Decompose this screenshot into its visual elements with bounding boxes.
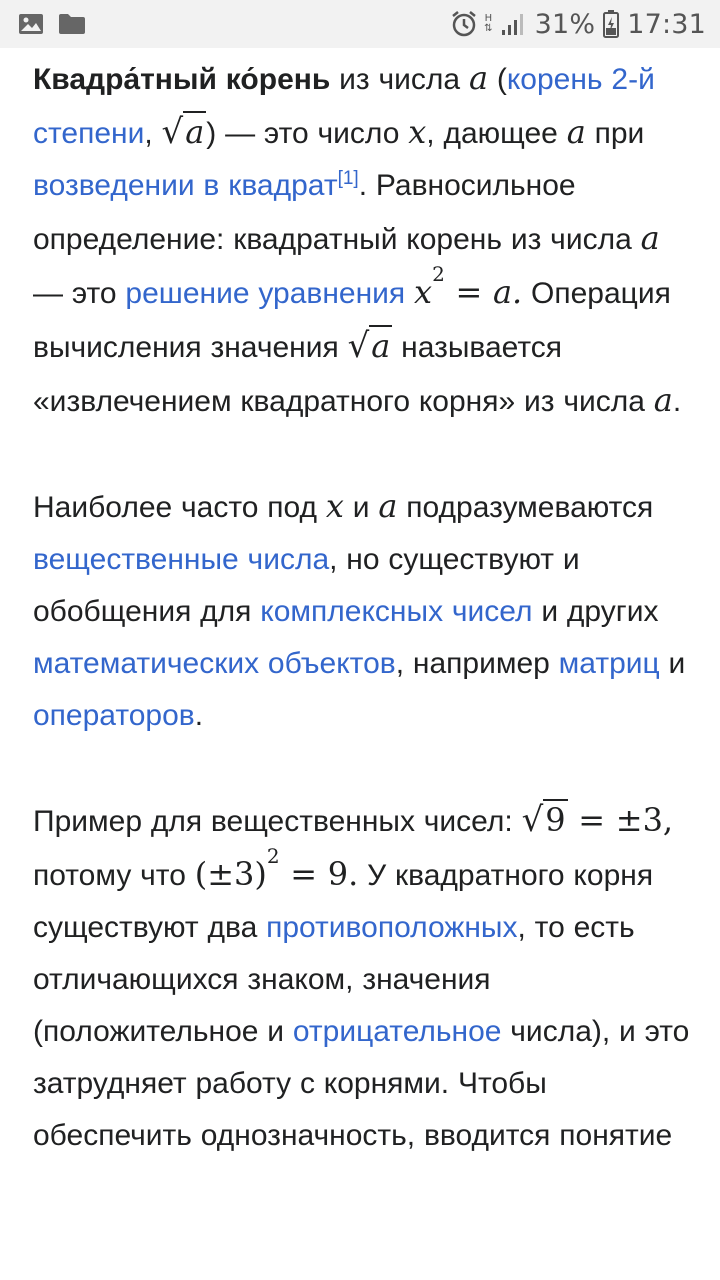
math-var-a: a bbox=[653, 381, 673, 419]
text: ) — это число bbox=[206, 117, 409, 150]
text: и bbox=[343, 491, 379, 524]
battery-percent: 31% bbox=[534, 8, 596, 40]
text: и других bbox=[532, 595, 659, 628]
link-matrices[interactable]: матриц bbox=[558, 647, 660, 680]
text: и bbox=[659, 647, 686, 680]
paragraph-definition bbox=[33, 52, 693, 428]
link-equation-solution[interactable]: решение уравнения bbox=[125, 277, 406, 310]
text: подразумеваются bbox=[397, 491, 654, 524]
link-root-2nd-degree[interactable]: корень 2-й степени bbox=[33, 63, 655, 150]
status-bar-left bbox=[18, 13, 100, 35]
text: . bbox=[672, 385, 682, 418]
math-sqrt-9: √9 bbox=[521, 800, 566, 840]
text: . bbox=[194, 699, 204, 732]
text: Пример для вещественных чисел: bbox=[33, 805, 522, 838]
text: числа), и это затрудняет работу с корнями. Чтобы обеспечить однозначность, вводится понятие bbox=[33, 1015, 690, 1152]
text: — это bbox=[33, 277, 126, 310]
text: . Равносильное определение: квадратный корень из числа bbox=[33, 169, 641, 256]
math-sqrt-a: √a bbox=[161, 112, 205, 152]
text: Операция вычисления значения bbox=[33, 277, 671, 364]
text: , но существуют и обобщения для bbox=[33, 543, 580, 628]
text: из числа bbox=[330, 63, 469, 96]
paragraph-example bbox=[33, 794, 693, 1162]
math-var-a: a bbox=[566, 113, 586, 151]
math-var-x: x bbox=[408, 113, 427, 151]
link-real-numbers[interactable]: вещественные числа bbox=[33, 543, 330, 576]
link-operators[interactable]: операторов bbox=[33, 699, 195, 732]
image-icon bbox=[18, 13, 44, 35]
reference-link[interactable]: [1] bbox=[337, 168, 359, 189]
text: Наиболее часто под bbox=[33, 491, 326, 524]
article-content bbox=[33, 52, 693, 1214]
folder-icon bbox=[58, 13, 86, 35]
math-sqrt-a: √a bbox=[347, 326, 391, 366]
text: , например bbox=[395, 647, 559, 680]
link-math-objects[interactable]: математических объектов bbox=[33, 647, 396, 680]
battery-icon bbox=[603, 10, 619, 38]
math-var-a: a bbox=[378, 487, 398, 525]
math-equation-square: $(\pm 3)^2 = 9$. bbox=[194, 844, 359, 893]
paragraph-generalizations bbox=[33, 480, 693, 742]
math-var-a: a bbox=[468, 59, 489, 97]
text: потому что bbox=[33, 859, 195, 892]
link-squaring[interactable]: возведении в квадрат bbox=[33, 169, 338, 202]
status-bar-right bbox=[442, 9, 706, 40]
text: , то есть отличающихся знаком, значения (положительное и bbox=[33, 911, 635, 1048]
alarm-icon bbox=[450, 10, 478, 38]
text: называется «извлечением квадратного корня» из числа bbox=[33, 331, 654, 418]
math-var-x: x bbox=[325, 487, 344, 525]
signal-icon bbox=[501, 12, 527, 36]
link-complex-numbers[interactable]: комплексных чисел bbox=[260, 595, 533, 628]
math-equation: $x^2 = a$. bbox=[414, 262, 523, 311]
text: , bbox=[144, 117, 162, 150]
text: У квадратного корня существуют два bbox=[33, 859, 654, 944]
clock-time: 17:31 bbox=[627, 8, 706, 40]
data-arrows-icon: H ⇅ bbox=[484, 13, 493, 34]
link-opposite[interactable]: противоположных bbox=[266, 911, 518, 944]
text: при bbox=[585, 117, 645, 150]
math-equation-plus-minus-3: = ±3, bbox=[567, 801, 674, 839]
status-bar bbox=[0, 0, 720, 48]
text: ( bbox=[488, 63, 507, 96]
article-term: Квадра́тный ко́рень bbox=[33, 63, 331, 96]
text: , дающее bbox=[426, 117, 567, 150]
math-var-a: a bbox=[640, 219, 660, 257]
link-negative[interactable]: отрицательное bbox=[292, 1015, 502, 1048]
